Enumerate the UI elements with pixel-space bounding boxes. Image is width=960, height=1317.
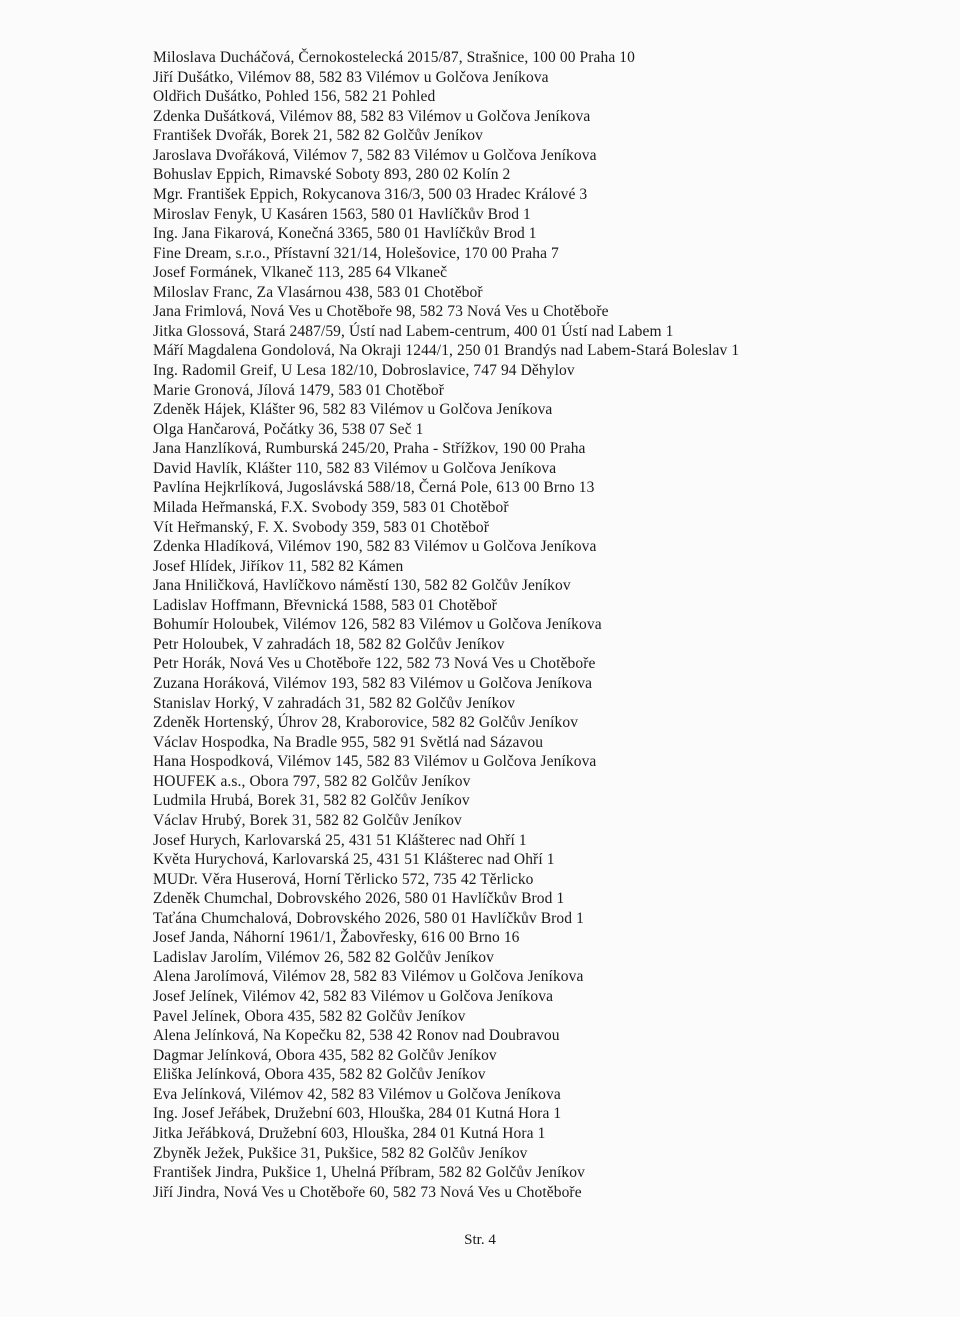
address-entry: Ludmila Hrubá, Borek 31, 582 82 Golčův Jeníkov xyxy=(153,792,470,810)
address-entry: Pavel Jelínek, Obora 435, 582 82 Golčův Jeníkov xyxy=(153,1007,466,1025)
address-entry: Josef Jelínek, Vilémov 42, 582 83 Vilémov u Golčova Jeníkova xyxy=(153,988,554,1005)
address-list xyxy=(153,48,943,1202)
address-entry: Eliška Jelínková, Obora 435, 582 82 Golčův Jeníkov xyxy=(153,1066,486,1084)
address-entry: Ing. Radomil Greif, U Lesa 182/10, Dobroslavice, 747 94 Děhylov xyxy=(153,362,575,379)
address-entry: David Havlík, Klášter 110, 582 83 Vilémov u Golčova Jeníkova xyxy=(153,459,557,477)
address-entry: Jana Frimlová, Nová Ves u Chotěboře 98, 582 73 Nová Ves u Chotěboře xyxy=(153,303,609,321)
address-entry: Eva Jelínková, Vilémov 42, 582 83 Vilémov u Golčova Jeníkova xyxy=(153,1085,561,1103)
address-entry: Václav Hrubý, Borek 31, 582 82 Golčův Jeníkov xyxy=(153,811,462,829)
address-entry: MUDr. Věra Huserová, Horní Těrlicko 572, 735 42 Těrlicko xyxy=(153,870,534,888)
address-entry: Josef Formánek, Vlkaneč 113, 285 64 Vlkaneč xyxy=(153,264,448,282)
address-entry: Jana Hniličková, Havlíčkovo náměstí 130, 582 82 Golčův Jeníkov xyxy=(153,577,571,595)
address-entry: Petr Horák, Nová Ves u Chotěboře 122, 582 73 Nová Ves u Chotěboře xyxy=(153,655,596,673)
address-entry: Jitka Glossová, Stará 2487/59, Ústí nad Labem-centrum, 400 01 Ústí nad Labem 1 xyxy=(153,322,674,340)
address-entry: Pavlína Hejkrlíková, Jugoslávská 588/18, Černá Pole, 613 00 Brno 13 xyxy=(153,479,595,497)
address-entry: Máří Magdalena Gondolová, Na Okraji 1244/1, 250 01 Brandýs nad Labem-Stará Boleslav 1 xyxy=(153,342,740,360)
address-entry: Ing. Josef Jeřábek, Družební 603, Hlouška, 284 01 Kutná Hora 1 xyxy=(153,1105,562,1123)
address-entry: Mgr. František Eppich, Rokycanova 316/3, 500 03 Hradec Králové 3 xyxy=(153,185,588,203)
address-entry: František Dvořák, Borek 21, 582 82 Golčův Jeníkov xyxy=(153,127,483,145)
address-entry: Stanislav Horký, V zahradách 31, 582 82 Golčův Jeníkov xyxy=(153,694,516,712)
address-entry: Petr Holoubek, V zahradách 18, 582 82 Golčův Jeníkov xyxy=(153,635,505,653)
address-entry: Hana Hospodková, Vilémov 145, 582 83 Vilémov u Golčova Jeníkova xyxy=(153,753,597,771)
address-entry: Miloslava Ducháčová, Černokostelecká 2015/87, Strašnice, 100 00 Praha 10 xyxy=(153,49,635,66)
address-entry: Zdeněk Chumchal, Dobrovského 2026, 580 01 Havlíčkův Brod 1 xyxy=(153,890,565,908)
address-entry: Oldřich Dušátko, Pohled 156, 582 21 Pohled xyxy=(153,88,436,106)
address-entry: Taťána Chumchalová, Dobrovského 2026, 580 01 Havlíčkův Brod 1 xyxy=(153,909,584,927)
address-entry: Květa Hurychová, Karlovarská 25, 431 51 Klášterec nad Ohří 1 xyxy=(153,851,555,869)
address-entry: Milada Heřmanská, F.X. Svobody 359, 583 01 Chotěboř xyxy=(153,498,509,516)
address-entry: Václav Hospodka, Na Bradle 955, 582 91 Světlá nad Sázavou xyxy=(153,733,544,751)
address-entry: Zdeněk Hájek, Klášter 96, 582 83 Vilémov u Golčova Jeníkova xyxy=(153,401,553,419)
address-entry: Zdeněk Hortenský, Úhrov 28, Kraborovice, 582 82 Golčův Jeníkov xyxy=(153,714,579,732)
address-entry: Vít Heřmanský, F. X. Svobody 359, 583 01 Chotěboř xyxy=(153,518,490,536)
address-entry: Ladislav Hoffmann, Břevnická 1588, 583 01 Chotěboř xyxy=(153,596,497,614)
address-entry: Zdenka Dušátková, Vilémov 88, 582 83 Vilémov u Golčova Jeníkova xyxy=(153,107,591,125)
address-entry: Jiří Jindra, Nová Ves u Chotěboře 60, 582 73 Nová Ves u Chotěboře xyxy=(153,1183,582,1201)
address-entry: Alena Jarolímová, Vilémov 28, 582 83 Vilémov u Golčova Jeníkova xyxy=(153,968,584,986)
address-entry: Jana Hanzlíková, Rumburská 245/20, Praha - Střížkov, 190 00 Praha xyxy=(153,440,586,458)
address-entry: Bohumír Holoubek, Vilémov 126, 582 83 Vilémov u Golčova Jeníkova xyxy=(153,616,602,634)
address-entry: František Jindra, Pukšice 1, Uhelná Příbram, 582 82 Golčův Jeníkov xyxy=(153,1164,585,1182)
address-entry: Miroslav Fenyk, U Kasáren 1563, 580 01 Havlíčkův Brod 1 xyxy=(153,205,531,223)
address-entry: Dagmar Jelínková, Obora 435, 582 82 Golčův Jeníkov xyxy=(153,1046,497,1064)
address-entry: Jaroslava Dvořáková, Vilémov 7, 582 83 Vilémov u Golčova Jeníkova xyxy=(153,146,597,164)
address-entry: HOUFEK a.s., Obora 797, 582 82 Golčův Jeníkov xyxy=(153,772,471,790)
address-entry: Marie Gronová, Jílová 1479, 583 01 Chotěboř xyxy=(153,381,445,399)
address-entry: Olga Hančarová, Počátky 36, 538 07 Seč 1 xyxy=(153,420,424,438)
page-number: Str. 4 xyxy=(464,1232,496,1248)
address-entry: Miloslav Franc, Za Vlasárnou 438, 583 01 Chotěboř xyxy=(153,283,483,301)
address-entry: Zdenka Hladíková, Vilémov 190, 582 83 Vilémov u Golčova Jeníkova xyxy=(153,538,597,556)
address-entry: Jitka Jeřábková, Družební 603, Hlouška, 284 01 Kutná Hora 1 xyxy=(153,1124,546,1142)
address-entry: Fine Dream, s.r.o., Přístavní 321/14, Holešovice, 170 00 Praha 7 xyxy=(153,244,559,262)
address-entry: Josef Janda, Náhorní 1961/1, Žabovřesky, 616 00 Brno 16 xyxy=(153,929,520,947)
address-entry: Bohuslav Eppich, Rimavské Soboty 893, 280 02 Kolín 2 xyxy=(153,166,511,184)
address-entry: Zuzana Horáková, Vilémov 193, 582 83 Vilémov u Golčova Jeníkova xyxy=(153,675,593,692)
address-entry: Ladislav Jarolím, Vilémov 26, 582 82 Golčův Jeníkov xyxy=(153,948,494,966)
address-entry: Ing. Jana Fikarová, Konečná 3365, 580 01 Havlíčkův Brod 1 xyxy=(153,225,537,243)
page-footer xyxy=(0,1232,960,1249)
address-entry: Jiří Dušátko, Vilémov 88, 582 83 Vilémov u Golčova Jeníkova xyxy=(153,68,549,86)
address-entry: Zbyněk Ježek, Pukšice 31, Pukšice, 582 82 Golčův Jeníkov xyxy=(153,1144,528,1162)
address-entry: Josef Hurych, Karlovarská 25, 431 51 Klášterec nad Ohří 1 xyxy=(153,831,527,849)
address-entry: Alena Jelínková, Na Kopečku 82, 538 42 Ronov nad Doubravou xyxy=(153,1027,560,1045)
address-entry: Josef Hlídek, Jiříkov 11, 582 82 Kámen xyxy=(153,557,404,575)
